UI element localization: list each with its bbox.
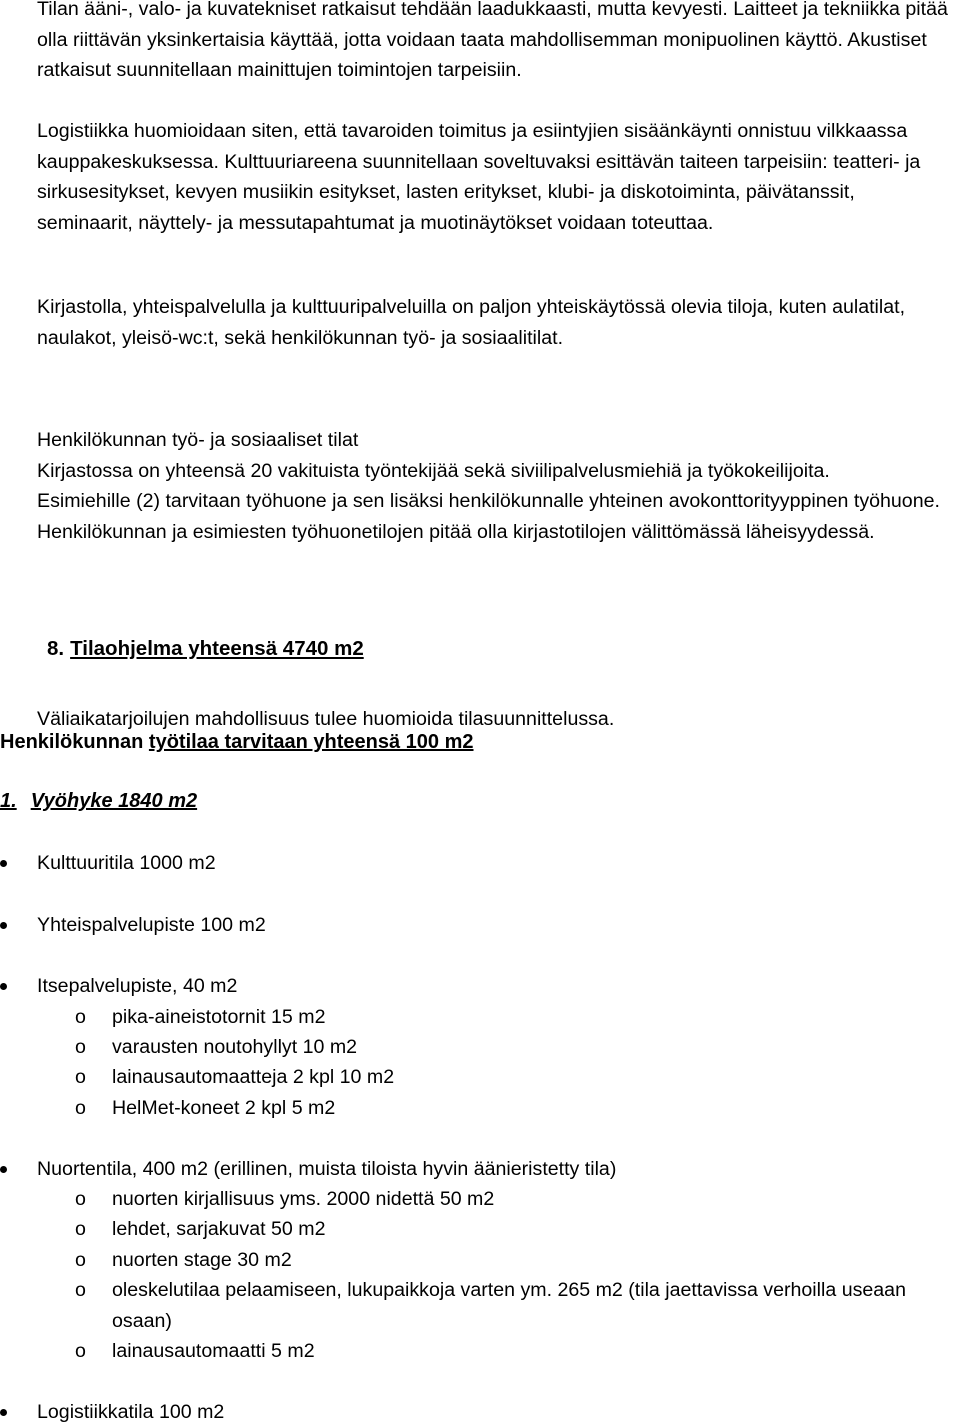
staff-heading-prefix: Henkilökunnan xyxy=(0,731,149,753)
list-item-label: Itsepalvelupiste, 40 m2 xyxy=(37,975,238,997)
sub-bullet-marker: o xyxy=(75,1279,86,1301)
staff-section-title: Henkilökunnan työ- ja sosiaaliset tilat xyxy=(37,429,359,451)
paragraph-logistics: Logistiikka huomioidaan siten, että tavaroiden toimitus ja esiintyjien sisäänkäynti onnistuu vilkkaassa kauppakeskuksessa. Kulttuuriareena suunnitellaan soveltuvaksi esittävän taiteen tarpeisiin: teatteri- ja sirkusesitykset, kevyen musiikin esitykset, lasten eritykset, klubi- ja diskotoiminta, päivätanssit, seminaarit, näyttely- ja messutapahtumat ja muotinäytökset voidaan toteuttaa. xyxy=(37,120,921,234)
sub-bullet-marker: o xyxy=(75,1066,86,1088)
sub-list-item-label: lainausautomaatti 5 m2 xyxy=(112,1340,315,1362)
section-title: Tilaohjelma yhteensä 4740 m2 xyxy=(70,637,364,660)
sub-list-item-label: nuorten stage 30 m2 xyxy=(112,1249,292,1271)
bullet-icon xyxy=(0,983,7,990)
list-item-label: Yhteispalvelupiste 100 m2 xyxy=(37,914,266,936)
sub-bullet-marker: o xyxy=(75,1036,86,1058)
list-item-label: Kulttuuritila 1000 m2 xyxy=(37,852,216,874)
sub-bullet-marker: o xyxy=(75,1340,86,1362)
sub-bullet-marker: o xyxy=(75,1188,86,1210)
zone-title: Vyöhyke 1840 m2 xyxy=(30,790,198,812)
paragraph-refreshments: Väliaikatarjoilujen mahdollisuus tulee huomioida tilasuunnittelussa. xyxy=(37,708,615,730)
bullet-icon xyxy=(0,860,7,867)
staff-heading-underlined: työtilaa tarvitaan yhteensä 100 m2 xyxy=(148,731,474,753)
bullet-icon xyxy=(0,1409,7,1416)
paragraph-shared-spaces: Kirjastolla, yhteispalvelulla ja kulttuuripalveluilla on paljon yhteiskäytössä olevia tiloja, kuten aulatilat, naulakot, yleisö-wc:t, sekä henkilökunnan työ- ja sosiaalitilat. xyxy=(37,296,906,349)
staff-section xyxy=(37,425,952,547)
sub-bullet-marker: o xyxy=(75,1249,86,1271)
bullet-icon xyxy=(0,922,7,929)
section-8-heading xyxy=(47,634,364,664)
sub-list-item-label: pika-aineistotornit 15 m2 xyxy=(112,1006,326,1028)
list-item-label: Nuortentila, 400 m2 (erillinen, muista tiloista hyvin äänieristetty tila) xyxy=(37,1158,617,1180)
sub-list-item-label: lainausautomaatteja 2 kpl 10 m2 xyxy=(112,1066,395,1088)
section-number: 8. xyxy=(47,637,65,660)
zone-number: 1. xyxy=(0,790,17,812)
sub-list-item-label: oleskelutilaa pelaamiseen, lukupaikkoja varten ym. 265 m2 (tila jaettavissa verhoilla useaan osaan) xyxy=(112,1279,906,1332)
sub-bullet-marker: o xyxy=(75,1097,86,1119)
staff-workspace-heading xyxy=(0,727,474,757)
zone-1-heading xyxy=(0,786,197,816)
sub-list-item-label: nuorten kirjallisuus yms. 2000 nidettä 50 m2 xyxy=(112,1188,495,1210)
paragraph-av-technology: Tilan ääni-, valo- ja kuvatekniset ratkaisut tehdään laadukkaasti, mutta kevyesti. Laitteet ja tekniikka pitää olla riittävän yksinkertaisia käyttää, jotta voidaan taata mahdollisemman monipuolinen käyttö. Akustiset ratkaisut suunnitellaan mainittujen toimintojen tarpeisiin. xyxy=(37,0,948,82)
sub-list-item-label: lehdet, sarjakuvat 50 m2 xyxy=(112,1218,326,1240)
sub-list-item-label: varausten noutohyllyt 10 m2 xyxy=(112,1036,358,1058)
staff-section-body: Esimiehille (2) tarvitaan työhuone ja sen lisäksi henkilökunnalle yhteinen avokonttorityyppinen työhuone. Henkilökunnan ja esimiesten työhuonetilojen pitää olla kirjastotilojen välittömässä läheisyydessä. xyxy=(37,490,940,543)
staff-section-line1: Kirjastossa on yhteensä 20 vakituista työntekijää sekä siviilipalvelusmiehiä ja työkokeilijoita. xyxy=(37,459,830,482)
sub-list-item-label: HelMet-koneet 2 kpl 5 m2 xyxy=(112,1097,336,1119)
sub-bullet-marker: o xyxy=(75,1006,86,1028)
list-item-label: Logistiikkatila 100 m2 xyxy=(37,1401,225,1423)
sub-bullet-marker: o xyxy=(75,1218,86,1240)
bullet-icon xyxy=(0,1166,7,1173)
